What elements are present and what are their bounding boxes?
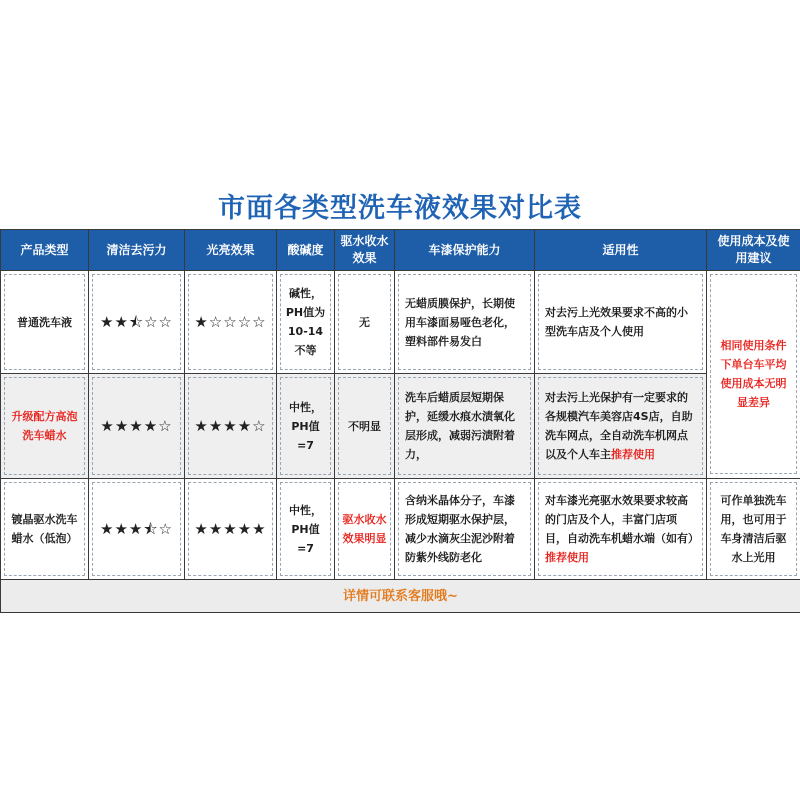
water-cell <box>335 374 395 479</box>
header-applicability: 适用性 <box>535 230 707 271</box>
protection-cell <box>395 374 535 479</box>
protection-cell <box>395 479 535 580</box>
ph-cell <box>277 271 335 374</box>
recommend-badge: 推荐使用 <box>545 551 589 564</box>
table-row <box>1 374 800 479</box>
product-name: 升级配方高泡洗车蜡水 <box>11 410 78 442</box>
applicability-cell <box>535 479 707 580</box>
cleaning-cell <box>89 271 185 374</box>
water-effect: 无 <box>359 315 370 329</box>
table-row <box>1 271 800 374</box>
cleaning-stars: ★★★★☆ <box>100 416 173 435</box>
cleaning-stars: ★★⯪☆☆ <box>100 312 173 331</box>
usage-cost-note: 可作单独洗车用，也可用于车身清洁后驱水上光用 <box>720 494 787 564</box>
comparison-table <box>0 229 800 613</box>
footer-row <box>1 580 800 613</box>
applicability-cell <box>535 374 707 479</box>
gloss-cell <box>185 479 277 580</box>
cleaning-cell <box>89 374 185 479</box>
comparison-table-wrapper <box>0 229 800 613</box>
gloss-stars: ★☆☆☆☆ <box>194 312 267 331</box>
applicability-text: 对去污上光效果要求不高的小型洗车店及个人使用 <box>545 306 688 338</box>
gloss-cell <box>185 374 277 479</box>
recommend-badge: 推荐使用 <box>611 448 655 461</box>
ph-value: 中性，PH值=7 <box>289 503 322 555</box>
applicability-text: 对车漆光亮驱水效果要求较高的门店及个人，丰富门店项目，自动洗车机蜡水端（如有） <box>545 494 699 545</box>
water-effect: 驱水收水效果明显 <box>342 513 387 545</box>
cleaning-stars: ★★★⯪☆ <box>100 519 173 538</box>
water-cell <box>335 271 395 374</box>
applicability-cell <box>535 271 707 374</box>
water-effect: 不明显 <box>348 419 381 433</box>
header-usage-cost: 使用成本及使用建议 <box>707 230 800 271</box>
table-row <box>1 479 800 580</box>
header-row <box>1 230 800 271</box>
protection-text: 含纳米晶体分子，车漆形成短期驱水保护层，减少水滴灰尘泥沙附着防紫外线防老化 <box>405 494 515 564</box>
gloss-stars: ★★★★★ <box>194 519 267 538</box>
gloss-cell <box>185 271 277 374</box>
product-name: 普通洗车液 <box>17 315 72 329</box>
usage-cost-cell <box>707 271 800 479</box>
product-cell <box>1 374 89 479</box>
header-paint-protection: 车漆保护能力 <box>395 230 535 271</box>
page-title: 市面各类型洗车液效果对比表 <box>218 193 582 224</box>
header-ph: 酸碱度 <box>277 230 335 271</box>
water-cell <box>335 479 395 580</box>
ph-cell <box>277 479 335 580</box>
header-cleaning: 清洁去污力 <box>89 230 185 271</box>
protection-cell <box>395 271 535 374</box>
footer-text: 详情可联系客服哦~ <box>343 588 458 604</box>
gloss-stars: ★★★★☆ <box>194 416 267 435</box>
usage-cost-cell <box>707 479 800 580</box>
footer-cell <box>1 580 800 613</box>
protection-text: 洗车后蜡质层短期保护，延缓水痕水渍氧化层形成，减弱污渍附着力， <box>405 391 515 461</box>
ph-cell <box>277 374 335 479</box>
ph-value: 中性，PH值=7 <box>289 400 322 452</box>
protection-text: 无蜡质膜保护，长期使用车漆面易哑色老化，塑料部件易发白 <box>405 296 515 348</box>
header-water-effect: 驱水收水效果 <box>335 230 395 271</box>
product-cell <box>1 271 89 374</box>
cleaning-cell <box>89 479 185 580</box>
ph-value: 碱性，PH值为10-14不等 <box>285 287 326 357</box>
product-name: 镀晶驱水洗车蜡水（低泡） <box>11 513 78 545</box>
header-product-type: 产品类型 <box>1 230 89 271</box>
product-cell <box>1 479 89 580</box>
applicability-text: 对去污上光保护有一定要求的各规模汽车美容店4S店，自助洗车网点，全自动洗车机网点以及个人车主 <box>545 391 693 461</box>
usage-cost-note: 相同使用条件下单台车平均使用成本无明显差异 <box>720 339 787 409</box>
header-gloss: 光亮效果 <box>185 230 277 271</box>
